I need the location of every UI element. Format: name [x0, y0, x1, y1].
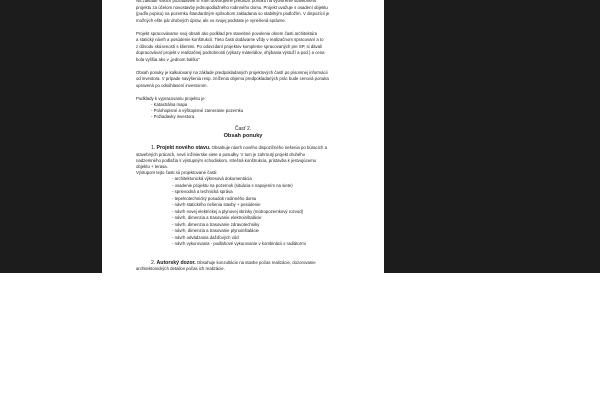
basis-item: - Katastrálna mapa	[151, 101, 188, 107]
item-2-line: architektonických detailov počas ich realizácie.	[136, 266, 225, 271]
parts-item: - osadenie projektu na pozemok (situácia s napojením na siete)	[172, 182, 293, 188]
parts-item: - návrh odvádzania dažďových vôd	[172, 234, 239, 240]
item-2-title: Autorský dozor.	[156, 259, 196, 266]
parts-label: Výstupom tejto časti sú projektované časti:	[136, 170, 218, 175]
paragraph-line: Obsah ponuky je kalkulovaný na základe predpokladaných projektových častí po písomnej informácii	[136, 69, 328, 75]
basis-item: - Požiadavky investora	[151, 113, 195, 119]
section-label: Časť 2.	[234, 126, 252, 132]
paragraph-line: a statický návrh a posúdenie konštrukcií. Tieto časti dodávame vždy v realizačnom spracovaní a to	[136, 37, 324, 42]
paragraph-line: dopracovávať projekt v realizačnej podrobnosti (výkazy materiálov, ohýbania výstuží a pod.) a cena	[136, 50, 325, 55]
parts-item: - tepelnotechnický posudok rodinného domu	[172, 195, 257, 201]
item-1-line: objektu + terasa.	[136, 163, 168, 169]
parts-item: - návrh, dimenzia a trasovanie zdravotechniky	[172, 221, 260, 227]
intro-line: projektu za účelom novostavby jednopodlažného rodinného domu. Projekt uvažuje s osadení objektu	[136, 4, 328, 10]
basis-label: Podklady k vypracovaniu projektu je:	[136, 95, 206, 101]
section-title: Obsah ponuky	[223, 132, 263, 139]
intro-line: Na základe Vašich požiadaviek si Vám dovoľujeme predložiť ponuku na vytvorenie stavebného	[136, 0, 317, 3]
parts-item: - návrh, dimenzia a trasovanie plynoinštalácie	[172, 228, 259, 233]
item-1-number: 1.	[151, 144, 156, 151]
item-2-heading	[151, 260, 316, 266]
paragraph-line: bola vyššia ako v „jednom balíku“	[136, 56, 200, 62]
paragraph-line: Projekt spracovávame svoj obsah ako podklad pre stavebné povolenie okrem časti architektúra	[136, 30, 318, 36]
paragraph-line: z dôvodu skúseností s klientmi. Po odovzdaní projektov kompletne spracovaných pre SP, si dávali	[136, 43, 322, 49]
parts-item: - návrh, dimenzia a trasovanie elektroinštalácie	[172, 215, 262, 220]
item-2-number: 2.	[151, 259, 156, 266]
item-1-title: Projekt nového stavu.	[156, 144, 211, 151]
paragraph-line: upravená po odsúhlasení investorom.	[136, 82, 208, 88]
item-2-first-line: Obsahuje konzultácie na stavbe počas realizácie, dozorovanie	[195, 259, 316, 265]
parts-item: - návrh vykurovania - podlahové vykurovanie v kombinácii s radiátormi	[172, 241, 306, 246]
parts-item: - návrh statického riešenia stavby + posúdenie	[172, 202, 261, 207]
item-1-heading	[151, 145, 327, 151]
parts-item: - návrh novej elektrickej a plynovej skrinky (mútropozemkový rozvod)	[172, 208, 304, 214]
item-1-first-line: Obsahuje návrh nového dispozičného riešenia po búracích a	[210, 144, 328, 150]
document-page	[102, 0, 384, 273]
parts-item: - sprievodná a technická správa	[172, 189, 233, 194]
intro-line: možných ešte pár drobných úprav, ale vo svojej podstate je vyriešená správne.	[136, 17, 286, 23]
parts-item: - architektonická výkresová dokumentácia	[172, 176, 252, 181]
item-1-line: nadzemného podlažia s výstupným schodiskom, strešná konštrukcia, prístavba k jestvujúcemu	[136, 157, 317, 163]
intro-line: (podľa popisu) na pozemku štandardným spôsobom zakladania so stabilným podložím. V dispozícii je	[136, 11, 330, 16]
paragraph-line: od investora. V prípade navýšenia resp. zníženia objemu predpokladaných prác bude cenová ponuka	[136, 76, 329, 81]
empty-area	[0, 273, 600, 418]
basis-item: - Polohopisné a výškopisné zameranie pozemku	[151, 107, 244, 113]
item-1-line: stavebných prácach, nové inžinierske siete a posudky. V tom je zahrnutý projekt druhého	[136, 151, 306, 157]
